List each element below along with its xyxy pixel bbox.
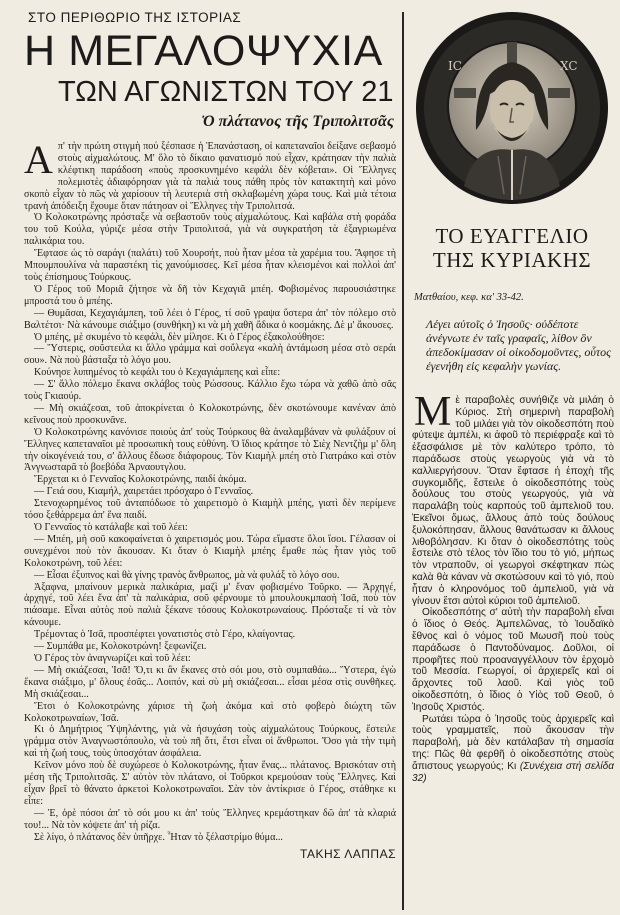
- continue-note: (Συνέχεια στή σελίδα 32): [412, 760, 614, 784]
- article-paragraph: — Σ' ἄλλο πόλεμο ἔκανα σκλάβος τοὺς Ρώσσους. Κάλλιο ἔχω τώρα νὰ χαθῶ ἀπὸ σᾶς τοὺς Γκιαούρ.: [24, 379, 396, 403]
- article-paragraph: Ἀξαφνα, μπαίνουν μερικὰ παλικάρια, μαζὶ μ' ἕναν φοβισμένο Τοῦρκο. — Ἀρχηγέ, ἀρχηγέ, τοῦ λέει ἕνα ἀπ' τὰ παλικάρια, σοῦ φέρνουμε τὸ μπουλουκμπασὴ Ἰσᾶ, ποὺ τὸν πιάσαμε. Εἶναι αὐτὸς ποὺ παλιὰ ξέκανε τόσους Κολοκοτρωναίους. Πρόσταξε τί νὰ τὸν κάνουμε.: [24, 581, 396, 629]
- article-paragraph: Ὁ Κολοκοτρώνης πρόσταξε νὰ σεβαστοῦν τοὺς αἰχμαλώτους. Καὶ καβάλα στὴ φοράδα του τοῦ Κούλα, γύριζε μέσα στὴν Τριπολιτσά, γιὰ νὰ συγκρατήση τὰ ἐξαγριωμένα παλικάρια του.: [24, 212, 396, 248]
- article-paragraph: Ὁ Γενναῖος τὸ κατάλαβε καὶ τοῦ λέει:: [34, 522, 188, 533]
- article-subtitle: Ὁ πλάτανος τῆς Τριπολιτσᾶς: [201, 113, 394, 130]
- drop-cap: Α: [24, 137, 53, 182]
- article-body: [24, 137, 396, 843]
- christ-pantocrator-icon: [410, 10, 614, 206]
- article-paragraph: — Γειά σου, Κιαμήλ, χαιρετάει πρόσχαρο ὁ Γενναῖος.: [34, 486, 254, 498]
- article-paragraph: — Μὴ σκιάζεσαι, τοῦ ἀποκρίνεται ὁ Κολοκοτρώνης, δὲν σκοτώνουμε κανέναν ἀπὸ κεῖνους ποὺ προσκυνᾶνε.: [24, 402, 396, 426]
- svg-text:XC: XC: [560, 59, 578, 73]
- article-paragraph: Κεῖνον μόνο ποὺ δὲ συχώρεσε ὁ Κολοκοτρώνης, ἦταν ἕνας... πλάτανος. Βρισκόταν στὴ μέση τῆς Τριπολιτσᾶς. Σ' αὐτὸν τὸν πλάτανο, οἱ Τοῦρκοι κρεμούσαν τοὺς Ἕλληνες. Καὶ εἶχαν βρεῖ τὸ θάνατο ἀρκετοὶ Κολοκοτρωναῖοι. Σὰν τὸν ἀντίκρισε ὁ Γέρος, στάθηκε κι εἶπε:: [24, 760, 396, 807]
- svg-text:IC: IC: [448, 59, 462, 73]
- gospel-paragraph: Ρωτάει τώρα ὁ Ἰησοῦς τοὺς ἀρχιερεῖς καὶ τοὺς γραμματεῖς, ποὺ ἄκουσαν τὴν παραβολή, μὰ δὲν κατάλαβαν τὴ σημασία της: Πῶς θὰ φερθῆ ὁ οἰκοδεσπότης στοὺς ἄπιστους γεωργούς; Κι (Συνέχεια στή σελίδα 32): [412, 713, 614, 784]
- article-paragraph: — Μπέη, μὴ σοῦ κακοφαίνεται ὁ χαιρετισμός μου. Τώρα εἴμαστε ὅλοι ἴσοι. Γέλασαν οἱ συνεχμένοι ποὺ τὸν ἄκουσαν. Κι ὅταν ὁ Κιαμὴλ μπέης ἔμαθε πὼς ἦταν γιὸς τοῦ Κολοκοτρώνη, τοῦ λέει:: [24, 533, 396, 569]
- article-paragraph: Ἔφτασε ὡς τὸ σαράγι (παλάτι) τοῦ Χουρσήτ, ποὺ ἦταν μέσα τὰ χαρέμια του. Ἄφησε τὴ Μπουμπουλίνα νὰ παραστέκη τὶς χανούμισσες. Κεῖ μέσα ἦταν κλεισμένοι καὶ πολλοὶ ἀπ' τοὺς ἐπίσημους Τούρκους.: [24, 248, 396, 283]
- article-paragraph: — Ἐ, ὀρὲ πόσοι ἀπ' τὸ σόι μου κι ἀπ' τοὺς Ἕλληνες κρεμάστηκαν δῶ ἀπ' τὰ κλαριά του!... Νὰ τὸν κόψετε ἀπ' τὴ ρίζα.: [24, 807, 396, 831]
- gospel-body: [412, 389, 614, 784]
- drop-cap: Μ: [414, 389, 452, 435]
- article-paragraph: — Εἶσαι ἐξυπνος καὶ θὰ γίνης τρανὸς ἄνθρωπος, μὰ νὰ φυλάξ τὸ λόγο σου.: [34, 569, 340, 581]
- article-paragraph: — Θυμᾶσαι, Κεχαγιάμπεη, τοῦ λέει ὁ Γέρος, τί σοῦ γραψα ὕστερα ἀπ' τὸν πόλεμο στὸ Βαλτέτσι· Νὰ κάνουμε σιάξιμο (συνθήκη) κι νὰ μὴ χαθῆ ἄδικα ὁ κοσμάκης. Δὲ μ' ἄκουσες.: [24, 307, 396, 331]
- article-paragraph: Ὁ Γέρος τοῦ Μοριᾶ ζήτησε νὰ δῆ τὸν Κεχαγιᾶ μπέη. Φοβισμένος παρουσιάστηκε μπροστά του ὁ μπέης.: [24, 283, 396, 307]
- column-divider: [402, 12, 404, 910]
- article-paragraph: Κούνησε λυπημένος τὸ κεφάλι του ὁ Κεχαγιάμπεης καὶ εἶπε:: [34, 367, 281, 379]
- article-title-line2: ΤΩΝ ΑΓΩΝΙΣΤΩΝ ΤΟΥ 21: [58, 76, 394, 108]
- gospel-title: [410, 224, 614, 272]
- article-paragraph: Ὁ Γέρος τὸν ἀναγνωρίζει καὶ τοῦ λέει:: [34, 652, 191, 664]
- article-paragraph: Σὲ λίγο, ὁ πλάτανος δὲν ὑπῆρχε. Ἦταν τὸ ξέλαστρίμο θύμα...: [34, 831, 283, 843]
- article-paragraph: — Ὕστερις, σοῦστειλα κι ἄλλο γράμμα καὶ σοὔλεγα «καλὴ ἀντάμωση μέσα στὸ σεράι σου». Νὰ ποὺ βάσταξα τὸ λόγο μου.: [24, 343, 396, 367]
- article-paragraph: — Συμπάθα με, Κολοκοτρώνη! ξεφωνίζει.: [34, 641, 207, 653]
- article-paragraph: Ὁ Κολοκοτρώνης κανόνισε ποιοὺς ἀπ' τοὺς Τούρκους θὰ ἀναλαμβάναν νὰ φυλάξουν οἱ Ἕλληνες καπεταναῖοι μὲ προσωπικὴ τους εὐθύνη. Ὁ ἴδιος κράτησε τὸ Σιὲχ Νεντζὴμ μ' ὅλη τὴν οἰκογένειά του, σ' ἄλλους ἔδωσε διάφορους. Τὸν Κιαμὴλ μπέη στὸ Γιατράκο καὶ στὸν Ἀνγνωσταρᾶ τὸ βοεβόδα Ἀρναουτγλου.: [24, 426, 396, 474]
- gospel-title-line1: ΤΟ ΕΥΑΓΓΕΛΙΟ: [435, 224, 589, 248]
- article-paragraph: Στενοχωρημένος τοῦ ἀνταπόδωσε τὸ χαιρετισμὸ ὁ Κιαμὴλ μπέης, γιατὶ δὲν περίμενε τόσο ξεθάρρεμα ἀπ' ἕνα παιδί.: [24, 498, 396, 522]
- article-paragraph: Απ' τὴν πρώτη στιγμὴ πού ξέσπασε ἡ Ἐπανάσταση, οἱ καπεταναῖοι δείξανε σεβασμό στοὺς αἰχμαλώτους. Μ' ὅλο τὸ δίκαιο φανατισμό πού εἶχαν, κράτησαν τὴν παλιὰ κλέφτικη παράδοση «ποὺς προσκυνημένο κεφάλι δὲν κόβεται». Οἱ Ἕλληνες πολεμιστὲς ἀδιαφόρησαν γιὰ τὰ παλιά τους πάθη πρὸς τὸν κατακτητὴ καὶ μόνο σκοπὸ εἶχαν τὸ πῶς νὰ χαρίσουν τὴ λευτεριὰ στὴ σκλαβωμένη χώρα τους. Καὶ μιὰ τέτοια τρανὴ ἀπόδειξη ἔχουμε ὅταν πάτησαν οἱ Ἕλληνες τὴν Τριπολιτσά.: [24, 137, 396, 212]
- article-paragraph: Ὁ μπέης, μὲ σκυμένο τὸ κεφάλι, δὲν μίλησε. Κι ὁ Γέρος ἐξακολούθησε:: [34, 331, 325, 343]
- gospel-paragraph: Οἰκοδεσπότης σ' αὐτὴ τὴν παραβολὴ εἶναι ὁ ἴδιος ὁ Θεός. Ἀμπελῶνας, τὸ Ἰουδαϊκὸ ἔθνος καὶ ὁ νόμος τοῦ Μωυσῆ ποὺ τοὺς παράδωσε ὁ Παντοδύναμος. Δοῦλοι, οἱ προφῆτες ποὺ προαναγγέλλουν τὸν ἐρχομὸ τοῦ Μεσσία. Γεωργοί, οἱ ἀρχιερεῖς καὶ οἱ ἄρχοντες τοῦ λαοῦ. Καὶ γιὸς τοῦ οἰκοδεσπότη, ὁ ἴδιος ὁ Υἱὸς τοῦ Θεοῦ, ὁ Ἰησοῦς Χριστός.: [412, 607, 614, 713]
- gospel-paragraph: Μὲ παραβολὲς συνήθιζε νὰ μιλάη ὁ Κύριος. Στὴ σημερινὴ παραβολὴ τοῦ μιλάει γιὰ τὸν οἰκοδεσπότη ποὺ φύτεψε ἀμπέλι, κι ἀφοῦ τὸ περιέφραξε καὶ τὸ ἐξασφάλισε μὲ τὸν καλύτερο τρόπο, τὸ παράδωσε στοὺς γεωργοὺς γιὰ νὰ τὸ καλλιεργήσουν. Ὅταν ἔφτασε ἡ ἐποχὴ τῆς συγκομιδῆς, ἔστειλε ὁ οἰκοδεσπότης τοὺς δούλους του στοὺς γεωργούς, γιὰ νὰ παραλάβη τοὺς καρπούς τοῦ ἀμπελιοῦ του. Ἐκεῖνοι ὅμως, ἄλλους ἀπὸ τοὺς δούλους ξυλοκόπησαν, ἄλλους θανάτωσαν κι ἄλλους λιθοβόλησαν. Κι ὅταν ὁ οἰκοδεσπότης τοὺς ἔστειλε στὸ τέλος τὸν ἴδιο του τὸ γιό, μήπως τὸν ντραποῦν, οἱ γεωργοὶ σκέφτηκαν πὼς καλὰ θὰ κάναν νὰ σκοτώσουν καὶ τὸ γιό, ποὺ ἦταν ὁ κληρονόμος τοῦ ἀμπελιοῦ, γιὰ νὰ γίνουν ἔτσι αὐτοὶ κύριοι τοῦ ἀμπελιοῦ.: [412, 389, 614, 607]
- history-article: [24, 10, 396, 910]
- article-paragraph: — Μὴ σκιάζεσαι, Ἰσᾶ! Ὅ,τι κι ἂν ἔκανες στὸ σόι μου, στὸ συμπαθάω... Ὕστερα, ἐγὼ ἔκανα σιάξιμο, μ' ὅλους ἐσᾶς... Λοιπόν, καὶ σὺ μὴ σκιάζεσαι... εἶσαι μέσα στὶς συνθῆκες. Μὴ σκιάζεσαι...: [24, 664, 396, 700]
- gospel-reference: Ματθαίου, κεφ. κα' 33-42.: [414, 292, 524, 303]
- gospel-column: [410, 10, 614, 910]
- gospel-quote: Λέγει αὐτοῖς ὁ Ἰησοῦς· οὐδέποτε ἀνέγνωτε ἐν ταῖς γραφαῖς, λίθον ὃν ἀπεδοκίμασαν οἱ οἰκοδομοῦντες, οὗτος ἐγενήθη εἰς κεφαλὴν γωνίας.: [426, 317, 612, 373]
- author-signature: ΤΑΚΗΣ ΛΑΠΠΑΣ: [300, 847, 396, 862]
- section-kicker: ΣΤΟ ΠΕΡΙΘΩΡΙΟ ΤΗΣ ΙΣΤΟΡΙΑΣ: [28, 10, 242, 25]
- article-paragraph: Κι ὁ Δημήτριος Ὑψηλάντης, γιὰ νὰ ἡσυχάση τοὺς αἰχμαλώτους Τούρκους, ἔστειλε γράμμα στὸν Ἀναγνωστόπουλο, νὰ τοὺ πῆ ὅτι, ἔτσι εἶναι οἱ ἄνθρωποι. Ὅσο γιὰ τὴν τιμὴ καὶ τὴ ζωή τους, τοὺς ὑποσχόταν ἀσφάλεια.: [24, 724, 396, 760]
- article-paragraph: Τρέμοντας ὁ Ἰσᾶ, προσπέφτει γονατιστὸς στὸ Γέρο, κλαίγοντας.: [34, 629, 296, 641]
- article-paragraph: Ἔτσι ὁ Κολοκοτρώνης χάρισε τὴ ζωὴ ἀκόμα καὶ στὸ φοβερὸ διώχτη τῶν Κολοκοτρωναίων, Ἰσᾶ.: [24, 700, 396, 724]
- gospel-title-line2: ΤΗΣ ΚΥΡΙΑΚΗΣ: [432, 248, 592, 272]
- article-title-line1: Η ΜΕΓΑΛΟΨΥΧΙΑ: [24, 27, 383, 75]
- article-paragraph: Ἔρχεται κι ὁ Γενναῖος Κολοκοτρώνης, παιδί ἀκόμα.: [34, 474, 247, 486]
